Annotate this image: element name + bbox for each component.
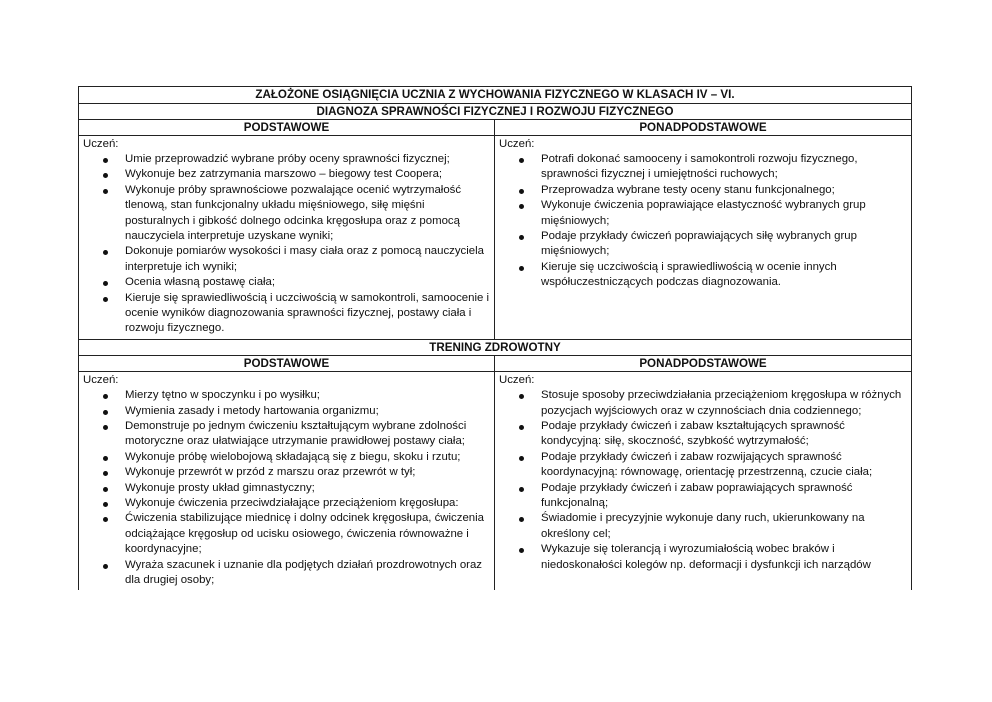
list-item: Wykonuje próbę wielobojową składającą się z biegu, skoku i rzutu; [83, 450, 490, 465]
list-item: Stosuje sposoby przeciwdziałania przeciążeniom kręgosłupa w różnych pozycjach wyjściowych oraz w czynnościach dnia codziennego; [499, 388, 907, 419]
list-item: Wyraża szacunek i uznanie dla podjętych działań prozdrowotnych oraz dla drugiej osoby; [83, 558, 490, 589]
list-item: Wykonuje bez zatrzymania marszowo – biegowy test Coopera; [83, 167, 490, 182]
column-header-basic: PODSTAWOWE [79, 356, 495, 372]
list-item: Wykonuje przewrót w przód z marszu oraz przewrót w tył; [83, 465, 490, 480]
achievements-table [78, 86, 912, 590]
list-item: Dokonuje pomiarów wysokości i masy ciała oraz z pomocą nauczyciela interpretuje ich wyniki; [83, 244, 490, 275]
list-item: Wykonuje ćwiczenia poprawiające elastyczność wybranych grup mięśniowych; [499, 198, 907, 229]
section-header-row [79, 120, 911, 136]
list-item: Umie przeprowadzić wybrane próby oceny sprawności fizycznej; [83, 152, 490, 167]
list-item: Mierzy tętno w spoczynku i po wysiłku; [83, 388, 490, 403]
column-header-basic: PODSTAWOWE [79, 120, 495, 136]
advanced-cell [495, 372, 911, 591]
list-item: Podaje przykłady ćwiczeń i zabaw poprawiających sprawność funkcjonalną; [499, 481, 907, 512]
section-header-row [79, 356, 911, 372]
list-item: Potrafi dokonać samooceny i samokontroli rozwoju fizycznego, sprawności fizycznej i umiejętności ruchowych; [499, 152, 907, 183]
list-item: Wykazuje się tolerancją i wyrozumiałością wobec braków i niedoskonałości kolegów np. deformacji i dysfunkcji ich narządów [499, 542, 907, 573]
list-item: Wymienia zasady i metody hartowania organizmu; [83, 404, 490, 419]
list-item: Podaje przykłady ćwiczeń i zabaw kształtujących sprawność kondycyjną: siłę, skoczność, szybkość wytrzymałość; [499, 419, 907, 450]
basic-list [83, 388, 490, 588]
list-item: Ćwiczenia stabilizujące miednicę i dolny odcinek kręgosłupa, ćwiczenia odciążające kręgosłup od ucisku osiowego, ćwiczenia równoważne i koordynacyjne; [83, 511, 490, 557]
list-item: Podaje przykłady ćwiczeń poprawiających siłę wybranych grup mięśniowych; [499, 229, 907, 260]
list-item: Demonstruje po jednym ćwiczeniu kształtującym wybrane zdolności motoryczne oraz ułatwiające utrzymanie prawidłowej postawy ciała; [83, 419, 490, 450]
list-item: Kieruje się uczciwością i sprawiedliwością w ocenie innych współuczestniczących podczas diagnozowania. [499, 260, 907, 291]
advanced-list [499, 388, 907, 573]
section-heading-health-training: TRENING ZDROWOTNY [79, 340, 911, 357]
section-body-row [79, 136, 911, 340]
list-item: Przeprowadza wybrane testy oceny stanu funkcjonalnego; [499, 183, 907, 198]
list-item: Ocenia własną postawę ciała; [83, 275, 490, 290]
student-label: Uczeń: [499, 373, 535, 386]
section-body-row [79, 372, 911, 591]
basic-cell [79, 372, 495, 591]
basic-list [83, 152, 490, 337]
list-item: Podaje przykłady ćwiczeń i zabaw rozwijających sprawność koordynacyjną: równowagę, orientację przestrzenną, czucie ciała; [499, 450, 907, 481]
list-item: Wykonuje ćwiczenia przeciwdziałające przeciążeniom kręgosłupa: [83, 496, 490, 511]
advanced-cell [495, 136, 911, 340]
advanced-list [499, 152, 907, 291]
list-item: Świadomie i precyzyjnie wykonuje dany ruch, ukierunkowany na określony cel; [499, 511, 907, 542]
basic-cell [79, 136, 495, 340]
list-item: Wykonuje próby sprawnościowe pozwalające ocenić wytrzymałość tlenową, stan funkcjonalny układu mięśniowego, siłę mięśni posturalnych i gibkość dolnego odcinka kręgosłupa oraz z pomocą nauczyciela interpretuje uzyskane wyniki; [83, 183, 490, 245]
column-header-advanced: PONADPODSTAWOWE [495, 120, 911, 136]
student-label: Uczeń: [499, 137, 535, 150]
list-item: Wykonuje prosty układ gimnastyczny; [83, 481, 490, 496]
section-heading-diagnosis: DIAGNOZA SPRAWNOŚCI FIZYCZNEJ I ROZWOJU FIZYCZNEGO [79, 104, 911, 121]
list-item: Kieruje się sprawiedliwością i uczciwością w samokontroli, samoocenie i ocenie wyników diagnozowania sprawności fizycznej, postawy ciała i rozwoju fizycznego. [83, 291, 490, 337]
student-label: Uczeń: [83, 373, 119, 386]
document-page [78, 86, 912, 590]
column-header-advanced: PONADPODSTAWOWE [495, 356, 911, 372]
table-title: ZAŁOŻONE OSIĄGNIĘCIA UCZNIA Z WYCHOWANIA FIZYCZNEGO W KLASACH IV – VI. [79, 87, 911, 104]
student-label: Uczeń: [83, 137, 119, 150]
